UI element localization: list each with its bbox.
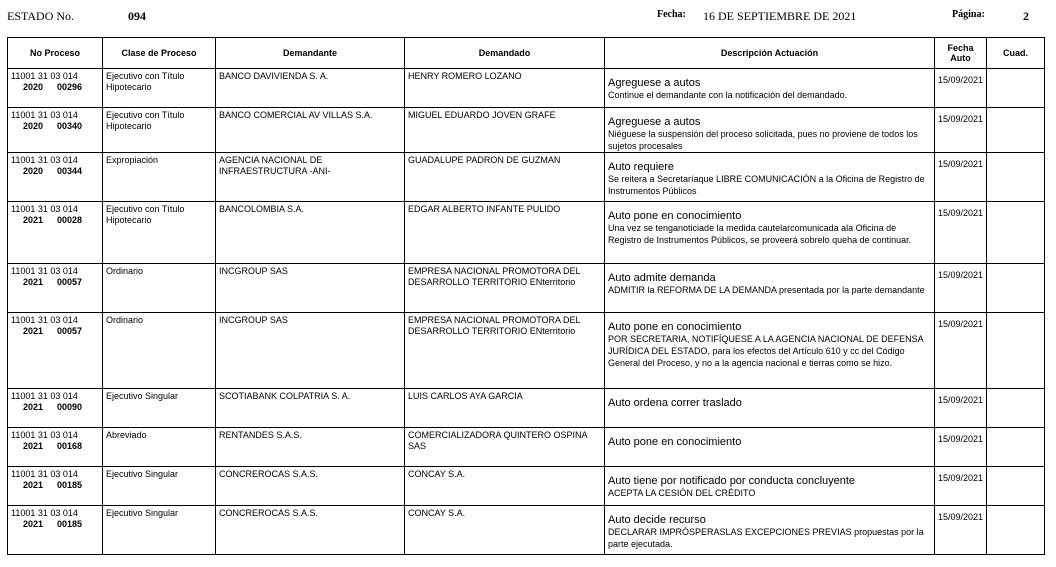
fecha-auto-value: 15/09/2021 xyxy=(938,395,984,405)
cell-demandado: MIGUEL EDUARDO JOVEN GRAFE xyxy=(405,108,605,153)
process-number: 00028 xyxy=(57,215,83,225)
cell-no-proceso xyxy=(8,428,103,467)
cell-demandado: GUADALUPE PADRON DE GUZMAN xyxy=(405,153,605,202)
cell-clase: Ejecutivo con Título Hipotecario xyxy=(103,108,216,153)
cell-fecha-auto xyxy=(935,467,987,506)
cell-cuad xyxy=(987,108,1045,153)
process-year: 2021 xyxy=(23,519,44,529)
fecha-label: Fecha: xyxy=(657,9,686,20)
actuacion-detail: ADMITIR la REFORMA DE LA DEMANDA presentada por la parte demandante xyxy=(608,285,925,295)
cell-fecha-auto xyxy=(935,506,987,555)
process-year-number xyxy=(11,82,99,93)
process-number: 00168 xyxy=(57,441,83,451)
cell-descripcion xyxy=(605,313,935,389)
cell-descripcion xyxy=(605,202,935,264)
col-demandante: Demandante xyxy=(216,38,405,69)
process-code: 11001 31 03 014 xyxy=(11,110,78,120)
process-code: 11001 31 03 014 xyxy=(11,266,78,276)
process-year: 2021 xyxy=(23,480,44,490)
table-row xyxy=(8,69,1045,108)
actuacion-title: Auto pone en conocimiento xyxy=(608,321,742,333)
cell-demandante: RENTANDES S.A.S. xyxy=(216,428,405,467)
fecha-auto-value: 15/09/2021 xyxy=(938,270,984,280)
cell-cuad xyxy=(987,428,1045,467)
process-code: 11001 31 03 014 xyxy=(11,391,78,401)
cell-descripcion xyxy=(605,428,935,467)
cell-demandado: EMPRESA NACIONAL PROMOTORA DEL DESARROLLO TERRITORIO ENterritorio xyxy=(405,313,605,389)
cell-cuad xyxy=(987,389,1045,428)
table-row xyxy=(8,467,1045,506)
process-number: 00344 xyxy=(57,166,83,176)
cell-clase: Ejecutivo Singular xyxy=(103,467,216,506)
cell-demandante: CONCREROCAS S.A.S. xyxy=(216,467,405,506)
process-year-number xyxy=(11,121,99,132)
process-number: 00185 xyxy=(57,519,83,529)
actuacion-title: Agreguese a autos xyxy=(608,77,701,89)
process-number: 00057 xyxy=(57,326,83,336)
cell-cuad xyxy=(987,506,1045,555)
cell-cuad xyxy=(987,69,1045,108)
process-year-number xyxy=(11,480,99,491)
process-code: 11001 31 03 014 xyxy=(11,430,78,440)
cell-descripcion xyxy=(605,69,935,108)
cell-descripcion xyxy=(605,108,935,153)
process-year-number xyxy=(11,215,99,226)
cell-cuad xyxy=(987,202,1045,264)
actuacion-title: Auto pone en conocimiento xyxy=(608,436,742,448)
cell-clase: Ordinario xyxy=(103,264,216,313)
cell-demandante: INCGROUP SAS xyxy=(216,264,405,313)
process-year-number xyxy=(11,402,99,413)
cell-demandante: AGENCIA NACIONAL DE INFRAESTRUCTURA -ANI- xyxy=(216,153,405,202)
actuacion-detail: Continue el demandante con la notificación del demandado. xyxy=(608,90,848,100)
cell-cuad xyxy=(987,153,1045,202)
actuacion-title: Auto tiene por notificado por conducta concluyente xyxy=(608,475,856,487)
pagina-value: 2 xyxy=(1023,9,1029,23)
table-header-row xyxy=(8,38,1045,69)
cell-fecha-auto xyxy=(935,428,987,467)
cell-clase: Ordinario xyxy=(103,313,216,389)
cell-no-proceso xyxy=(8,506,103,555)
cell-clase: Expropiación xyxy=(103,153,216,202)
cell-clase: Ejecutivo con Título Hipotecario xyxy=(103,69,216,108)
cell-demandado: HENRY ROMERO LOZANO xyxy=(405,69,605,108)
table-row xyxy=(8,313,1045,389)
cell-demandante: CONCREROCAS S.A.S. xyxy=(216,506,405,555)
process-year-number xyxy=(11,326,99,337)
col-descripcion: Descripción Actuación xyxy=(605,38,935,69)
process-year-number xyxy=(11,166,99,177)
cell-no-proceso xyxy=(8,108,103,153)
table-row xyxy=(8,202,1045,264)
cell-demandado: CONCAY S.A. xyxy=(405,467,605,506)
col-cuad: Cuad. xyxy=(987,38,1045,69)
process-year-number xyxy=(11,441,99,452)
cell-fecha-auto xyxy=(935,202,987,264)
col-clase: Clase de Proceso xyxy=(103,38,216,69)
cell-demandante: BANCOLOMBIA S.A. xyxy=(216,202,405,264)
estado-number: 094 xyxy=(128,9,146,23)
actuacion-detail: Niéguese la suspensión del proceso solicitada, pues no proviene de todos los sujetos procesales xyxy=(608,129,918,151)
cell-descripcion xyxy=(605,389,935,428)
cell-fecha-auto xyxy=(935,69,987,108)
table-row xyxy=(8,153,1045,202)
fecha-auto-value: 15/09/2021 xyxy=(938,208,984,218)
fecha-auto-value: 15/09/2021 xyxy=(938,434,984,444)
process-code: 11001 31 03 014 xyxy=(11,508,78,518)
actuacion-title: Auto pone en conocimiento xyxy=(608,210,742,222)
cell-no-proceso xyxy=(8,153,103,202)
process-year-number xyxy=(11,519,99,530)
process-code: 11001 31 03 014 xyxy=(11,71,78,81)
cell-no-proceso xyxy=(8,202,103,264)
col-fecha-auto-line2: Auto xyxy=(950,53,971,63)
process-year: 2021 xyxy=(23,215,44,225)
process-code: 11001 31 03 014 xyxy=(11,315,78,325)
process-code: 11001 31 03 014 xyxy=(11,204,78,214)
actuacion-detail: ACEPTA LA CESIÓN DEL CRÉDITO xyxy=(608,488,756,498)
process-year: 2020 xyxy=(23,166,44,176)
actuacion-detail: DECLARAR IMPRÓSPERASLAS EXCEPCIONES PREVIAS propuestas por la parte ejecutada. xyxy=(608,527,924,549)
process-code: 11001 31 03 014 xyxy=(11,469,78,479)
cell-cuad xyxy=(987,264,1045,313)
cell-no-proceso xyxy=(8,313,103,389)
cell-descripcion xyxy=(605,506,935,555)
fecha-auto-value: 15/09/2021 xyxy=(938,319,984,329)
col-no-proceso: No Proceso xyxy=(8,38,103,69)
actuacion-title: Auto admite demanda xyxy=(608,272,716,284)
cell-fecha-auto xyxy=(935,153,987,202)
cell-clase: Abreviado xyxy=(103,428,216,467)
cell-no-proceso xyxy=(8,389,103,428)
cell-clase: Ejecutivo Singular xyxy=(103,389,216,428)
cell-no-proceso xyxy=(8,264,103,313)
actuacion-title: Auto ordena correr traslado xyxy=(608,397,742,409)
process-number: 00296 xyxy=(57,82,83,92)
cell-fecha-auto xyxy=(935,389,987,428)
cell-demandado: LUIS CARLOS AYA GARCIA xyxy=(405,389,605,428)
process-year: 2021 xyxy=(23,326,44,336)
fecha-auto-value: 15/09/2021 xyxy=(938,473,984,483)
cell-clase: Ejecutivo con Título Hipotecario xyxy=(103,202,216,264)
process-number: 00090 xyxy=(57,402,83,412)
col-fecha-auto xyxy=(935,38,987,69)
cell-demandante: SCOTIABANK COLPATRIA S. A. xyxy=(216,389,405,428)
fecha-auto-value: 15/09/2021 xyxy=(938,512,984,522)
process-number: 00057 xyxy=(57,277,83,287)
cell-fecha-auto xyxy=(935,108,987,153)
actuacion-detail: Una vez se tenganoticiade la medida cautelarcomunicada ala Oficina de Registro de Instrumentos Públicos, se proveerá sobrelo queha de continuar. xyxy=(608,223,912,245)
table-row xyxy=(8,264,1045,313)
cell-descripcion xyxy=(605,153,935,202)
pagina-label: Página: xyxy=(952,9,985,20)
cell-no-proceso xyxy=(8,467,103,506)
process-year: 2020 xyxy=(23,121,44,131)
cell-demandante: INCGROUP SAS xyxy=(216,313,405,389)
actuacion-detail: Se reitera a Secretaríaque LIBRE COMUNICACIÓN a la Oficina de Registro de Instrumentos Públicos xyxy=(608,174,925,196)
estado-table xyxy=(7,37,1045,555)
actuacion-title: Auto decide recurso xyxy=(608,514,706,526)
cell-cuad xyxy=(987,313,1045,389)
process-year: 2021 xyxy=(23,441,44,451)
process-year: 2020 xyxy=(23,82,44,92)
table-body xyxy=(8,69,1045,555)
col-demandado: Demandado xyxy=(405,38,605,69)
cell-cuad xyxy=(987,467,1045,506)
cell-demandado: EMPRESA NACIONAL PROMOTORA DEL DESARROLLO TERRITORIO ENterritorio xyxy=(405,264,605,313)
table-row xyxy=(8,428,1045,467)
cell-demandado: EDGAR ALBERTO INFANTE PULIDO xyxy=(405,202,605,264)
cell-demandante: BANCO COMERCIAL AV VILLAS S.A. xyxy=(216,108,405,153)
fecha-auto-value: 15/09/2021 xyxy=(938,75,984,85)
table-row xyxy=(8,108,1045,153)
cell-demandante: BANCO DAVIVIENDA S. A. xyxy=(216,69,405,108)
cell-descripcion xyxy=(605,264,935,313)
table-row xyxy=(8,506,1045,555)
process-year: 2021 xyxy=(23,277,44,287)
cell-clase: Ejecutivo Singular xyxy=(103,506,216,555)
col-fecha-auto-line1: Fecha xyxy=(947,43,974,53)
actuacion-title: Agreguese a autos xyxy=(608,116,701,128)
process-year: 2021 xyxy=(23,402,44,412)
estado-label: ESTADO No. xyxy=(7,9,75,23)
document-header xyxy=(0,0,1056,34)
fecha-auto-value: 15/09/2021 xyxy=(938,114,984,124)
table-row xyxy=(8,389,1045,428)
cell-no-proceso xyxy=(8,69,103,108)
process-code: 11001 31 03 014 xyxy=(11,155,78,165)
cell-fecha-auto xyxy=(935,313,987,389)
process-number: 00340 xyxy=(57,121,83,131)
actuacion-title: Auto requiere xyxy=(608,161,675,173)
actuacion-detail: POR SECRETARIA, NOTIFÍQUESE A LA AGENCIA NACIONAL DE DEFENSA JURÍDICA DEL ESTADO, para los efectos del Artículo 610 y cc del Código General del Proceso, y no a la agencia nacional e tierras como se hizo. xyxy=(608,334,924,368)
cell-demandado: CONCAY S.A. xyxy=(405,506,605,555)
process-number: 00185 xyxy=(57,480,83,490)
cell-demandado: COMERCIALIZADORA QUINTERO OSPINA SAS xyxy=(405,428,605,467)
fecha-auto-value: 15/09/2021 xyxy=(938,159,984,169)
cell-descripcion xyxy=(605,467,935,506)
process-year-number xyxy=(11,277,99,288)
fecha-value: 16 DE SEPTIEMBRE DE 2021 xyxy=(703,9,857,23)
cell-fecha-auto xyxy=(935,264,987,313)
